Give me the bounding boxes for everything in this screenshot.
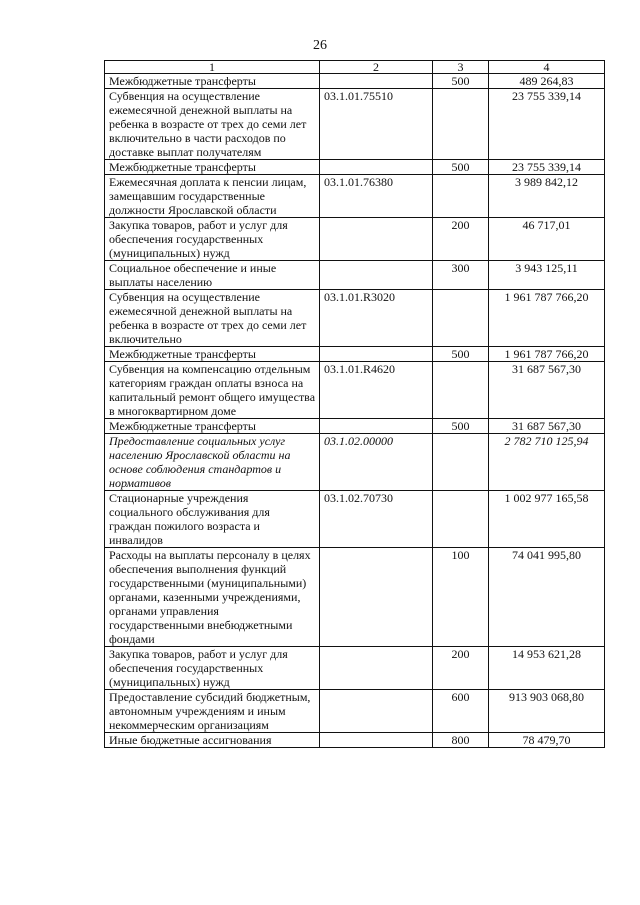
table-row: [105, 74, 605, 89]
target-code-cell: 03.1.01.75510: [320, 89, 433, 160]
target-code-cell: [320, 419, 433, 434]
table-row: [105, 89, 605, 160]
budget-table: [104, 60, 605, 748]
item-name-cell: Предоставление субсидий бюджетным, автономным учреждениям и иным некоммерческим организациям: [105, 690, 320, 733]
item-name-cell: Стационарные учреждения социального обслуживания для граждан пожилого возраста и инвалидов: [105, 491, 320, 548]
expense-type-cell: 300: [433, 261, 489, 290]
expense-type-cell: [433, 434, 489, 491]
table-row: [105, 434, 605, 491]
item-name-cell: Межбюджетные трансферты: [105, 74, 320, 89]
table-row: [105, 690, 605, 733]
item-name-cell: Субвенция на осуществление ежемесячной денежной выплаты на ребенка в возрасте от трех до семи лет включительно в части расходов по доставке выплат получателям: [105, 89, 320, 160]
expense-type-cell: [433, 175, 489, 218]
expense-type-cell: 200: [433, 647, 489, 690]
item-name-cell: Закупка товаров, работ и услуг для обеспечения государственных (муниципальных) нужд: [105, 218, 320, 261]
page-number: 26: [313, 38, 327, 53]
expense-type-cell: 500: [433, 419, 489, 434]
table-row: [105, 647, 605, 690]
expense-type-cell: 100: [433, 548, 489, 647]
item-name-cell: Межбюджетные трансферты: [105, 347, 320, 362]
target-code-cell: 03.1.01.R3020: [320, 290, 433, 347]
table-row: [105, 347, 605, 362]
column-header: 1: [105, 61, 320, 74]
item-name-cell: Ежемесячная доплата к пенсии лицам, замещавшим государственные должности Ярославской области: [105, 175, 320, 218]
amount-cell: 23 755 339,14: [489, 160, 605, 175]
amount-cell: 913 903 068,80: [489, 690, 605, 733]
item-name-cell: Межбюджетные трансферты: [105, 160, 320, 175]
target-code-cell: [320, 160, 433, 175]
target-code-cell: [320, 690, 433, 733]
amount-cell: 1 961 787 766,20: [489, 347, 605, 362]
expense-type-cell: 800: [433, 733, 489, 748]
amount-cell: 78 479,70: [489, 733, 605, 748]
table-row: [105, 548, 605, 647]
item-name-cell: Расходы на выплаты персоналу в целях обеспечения выполнения функций государственными (муниципальными) органами, казенными учреждениями, органами управления государственными внебюджетными фондами: [105, 548, 320, 647]
item-name-cell: Предоставление социальных услуг населению Ярославской области на основе соблюдения стандартов и нормативов: [105, 434, 320, 491]
expense-type-cell: [433, 362, 489, 419]
amount-cell: 1 002 977 165,58: [489, 491, 605, 548]
expense-type-cell: 600: [433, 690, 489, 733]
amount-cell: 31 687 567,30: [489, 419, 605, 434]
target-code-cell: [320, 261, 433, 290]
amount-cell: 2 782 710 125,94: [489, 434, 605, 491]
target-code-cell: [320, 218, 433, 261]
target-code-cell: 03.1.02.70730: [320, 491, 433, 548]
target-code-cell: [320, 548, 433, 647]
target-code-cell: [320, 347, 433, 362]
table-row: [105, 218, 605, 261]
table-row: [105, 362, 605, 419]
expense-type-cell: [433, 89, 489, 160]
table-row: [105, 491, 605, 548]
item-name-cell: Закупка товаров, работ и услуг для обеспечения государственных (муниципальных) нужд: [105, 647, 320, 690]
target-code-cell: [320, 647, 433, 690]
expense-type-cell: 500: [433, 160, 489, 175]
amount-cell: 74 041 995,80: [489, 548, 605, 647]
amount-cell: 489 264,83: [489, 74, 605, 89]
amount-cell: 1 961 787 766,20: [489, 290, 605, 347]
table-row: [105, 419, 605, 434]
target-code-cell: [320, 733, 433, 748]
table-row: [105, 290, 605, 347]
table-row: [105, 261, 605, 290]
table-header: [105, 61, 605, 74]
table-row: [105, 160, 605, 175]
table-row: [105, 733, 605, 748]
item-name-cell: Субвенция на осуществление ежемесячной денежной выплаты на ребенка в возрасте от трех до семи лет включительно: [105, 290, 320, 347]
target-code-cell: 03.1.01.R4620: [320, 362, 433, 419]
item-name-cell: Межбюджетные трансферты: [105, 419, 320, 434]
table-body: [105, 74, 605, 748]
target-code-cell: 03.1.02.00000: [320, 434, 433, 491]
column-header: 3: [433, 61, 489, 74]
expense-type-cell: [433, 290, 489, 347]
item-name-cell: Субвенция на компенсацию отдельным категориям граждан оплаты взноса на капитальный ремонт общего имущества в многоквартирном доме: [105, 362, 320, 419]
expense-type-cell: 200: [433, 218, 489, 261]
expense-type-cell: 500: [433, 74, 489, 89]
target-code-cell: 03.1.01.76380: [320, 175, 433, 218]
amount-cell: 46 717,01: [489, 218, 605, 261]
amount-cell: 14 953 621,28: [489, 647, 605, 690]
amount-cell: 31 687 567,30: [489, 362, 605, 419]
table-row: [105, 175, 605, 218]
expense-type-cell: 500: [433, 347, 489, 362]
item-name-cell: Иные бюджетные ассигнования: [105, 733, 320, 748]
column-header: 4: [489, 61, 605, 74]
column-header: 2: [320, 61, 433, 74]
item-name-cell: Социальное обеспечение и иные выплаты населению: [105, 261, 320, 290]
amount-cell: 3 943 125,11: [489, 261, 605, 290]
amount-cell: 3 989 842,12: [489, 175, 605, 218]
target-code-cell: [320, 74, 433, 89]
amount-cell: 23 755 339,14: [489, 89, 605, 160]
expense-type-cell: [433, 491, 489, 548]
